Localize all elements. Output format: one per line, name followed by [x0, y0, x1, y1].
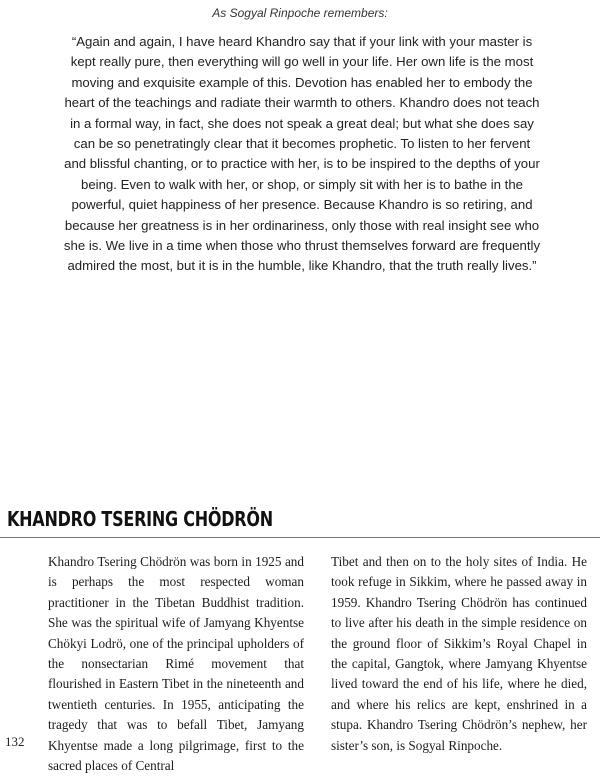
- quote-intro: As Sogyal Rinpoche remembers:: [212, 6, 388, 20]
- heading-rule: [0, 537, 600, 538]
- body-column-left: Khandro Tsering Chödrön was born in 1925 and is perhaps the most respected woman practitioner in the Tibetan Buddhist tradition. She was the spiritual wife of Jamyang Khyentse Chökyi Lodrö, one of the principal upholders of the nonsectarian Rimé movement that flourished in Eastern Tibet in the nineteenth and twentieth centuries. In 1955, anticipating the tragedy that was to befall Tibet, Jamyang Khyentse made a long pilgrimage, first to the sacred places of Central: [48, 554, 304, 774]
- quote-block: “Again and again, I have heard Khandro say that if your link with your master is kept really pure, then everything will go well in your life. Her own life is the most moving and exquisite example of this. Devotion has enabled her to embody the heart of the teachings and radiate their warmth to others. Khandro does not teach in a formal way, in fact, she does not speak a great deal; but what she does say can be so penetratingly clear that it becomes prophetic. To listen to her fervent and blissful chanting, or to practice with her, is to be inspired to the depths of your being. Even to walk with her, or shop, or simply sit with her is to bathe in the powerful, quiet happiness of her presence. Because Khandro is so retiring, and because her greatness is in her ordinariness, only those with real insight see who she is. We live in a time when those who thrust themselves forward are frequently admired the most, but it is in the humble, like Khandro, that the truth really lives.”: [63, 34, 541, 274]
- body-column-right: Tibet and then on to the holy sites of India. He took refuge in Sikkim, where he passed away in 1959. Khandro Tsering Chödrön has continued to live after his death in the simple residence on the ground floor of Sikkim’s Royal Chapel in the capital, Gangtok, where Jamyang Khyentse lived toward the end of his life, where he died, and where his relics are kept, enshrined in a stupa. Khandro Tsering Chödrön’s nephew, her sister’s son, is Sogyal Rinpoche.: [331, 554, 587, 753]
- section-heading: KHANDRO TSERING CHÖDRÖN: [7, 507, 273, 531]
- page-number: 132: [5, 734, 25, 749]
